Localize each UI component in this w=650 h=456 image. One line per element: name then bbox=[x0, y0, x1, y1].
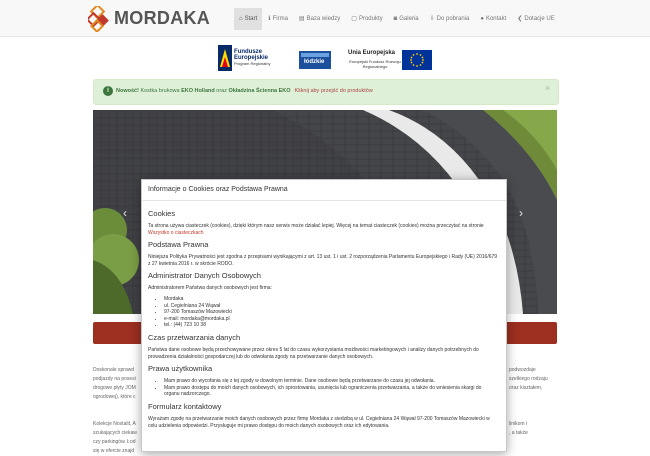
cookies-info-link[interactable]: Wszystko o ciasteczkach bbox=[148, 229, 204, 236]
bg-line: drogowe płyty JOM bbox=[93, 385, 136, 391]
user-rights-list bbox=[148, 378, 498, 398]
list-item: • 97-200 Tomaszów Mazowiecki bbox=[164, 309, 498, 316]
list-item: • Mam prawo do wycofania się z tej zgody w dowolnym terminie. Dane osobowe będą przetwarzane do czasu jej odwołania. bbox=[164, 378, 498, 385]
bg-line: oraz kiształem, bbox=[509, 385, 543, 391]
alert-prefix: Nowość! bbox=[116, 88, 139, 94]
nav-do-pobrania[interactable] bbox=[425, 8, 475, 30]
nav-label: Start bbox=[244, 16, 258, 22]
bg-line: linikom i bbox=[509, 421, 528, 427]
alert-products-link[interactable]: Kliknij aby przejść do produktów bbox=[294, 88, 373, 94]
heading-administrator: Administrator Danych Osobowych bbox=[148, 271, 261, 281]
bg-line: Doskonale sprawd bbox=[93, 367, 135, 373]
collections-text-left bbox=[93, 420, 137, 456]
download-icon: ⇩ bbox=[429, 16, 435, 22]
bg-line: podjazdy na posesi bbox=[93, 376, 136, 382]
fe-emblem-icon bbox=[218, 45, 232, 71]
logo-icon bbox=[88, 6, 112, 32]
heading-contact-form: Formularz kontaktowy bbox=[148, 401, 222, 411]
list-item: • e-mail: mordaka@mordaka.pl bbox=[164, 316, 498, 323]
heading-legal-basis: Podstawa Prawna bbox=[148, 240, 209, 250]
box-icon: ▢ bbox=[351, 16, 357, 22]
administrator-list bbox=[148, 296, 498, 329]
info-circle-icon: i bbox=[103, 86, 113, 96]
alert-product-1[interactable]: EKO Holland bbox=[181, 88, 215, 94]
chevron-left-icon: ❮ bbox=[517, 16, 523, 22]
nav-produkty[interactable] bbox=[346, 8, 387, 30]
home-icon: ⌂ bbox=[239, 16, 243, 22]
cookies-text: Ta strona używa ciasteczek (cookies), dzięki którym nasz serwis może działać lepiej. Więcej na temat ciasteczek (cookies) można przeczytać na stronie bbox=[148, 223, 484, 229]
book-icon: ▤ bbox=[298, 16, 305, 22]
bg-line: ogrodowej), które c bbox=[93, 394, 136, 400]
list-item: • tel.: (44) 723 10 38 bbox=[164, 322, 498, 329]
bg-line: czy parkingów. Łod bbox=[93, 439, 136, 445]
eu-flag-icon bbox=[402, 50, 432, 70]
nav-label: Baza wiedzy bbox=[306, 16, 341, 22]
funding-logos bbox=[0, 45, 650, 75]
nav-kontakt[interactable] bbox=[475, 8, 511, 30]
bg-line: szelkiego rodzaju bbox=[509, 376, 548, 382]
bg-line: podwozdaje bbox=[509, 367, 536, 373]
list-item: • ul. Cegielniana 24 Wąwał bbox=[164, 303, 498, 310]
alert-text-2: oraz bbox=[214, 88, 229, 94]
list-item: • Mam prawo dostępu do moich danych osobowych, ich sprostowania, usunięcia lub ograniczenia przetwarzania, a także do wniesienia skargi do organu nadzorczego. bbox=[164, 385, 498, 398]
brand-logo[interactable] bbox=[88, 6, 213, 32]
news-alert bbox=[93, 79, 559, 105]
modal-body[interactable] bbox=[148, 209, 498, 433]
bg-line: Kolekcje Nostalit, A bbox=[93, 421, 136, 427]
processing-time-paragraph: Państwa dane osobowe będą przechowywane przez okres 5 lat do czasu wykorzystania możliwości marketingowych i analizy danych potrzebnych do prowadzenia działalności gospodarczej lub do odwołania zgody na przetwarzanie danych osobowych. bbox=[148, 346, 479, 360]
collections-text-right bbox=[509, 420, 528, 438]
nav-label: Kontakt bbox=[485, 16, 507, 22]
navbar bbox=[0, 0, 650, 37]
alert-product-2[interactable]: Okładzina Ścienna EKO bbox=[228, 88, 291, 94]
nav-galeria[interactable] bbox=[389, 8, 424, 30]
ue-subtitle: Europejski Fundusz Rozwoju Regionalnego bbox=[349, 59, 401, 69]
nav-label: Firma bbox=[272, 16, 288, 22]
nav-start[interactable] bbox=[234, 8, 262, 30]
heading-cookies: Cookies bbox=[148, 209, 176, 218]
heading-user-rights: Prawa użytkownika bbox=[148, 364, 213, 374]
fundusze-europejskie-logo bbox=[218, 45, 278, 73]
legal-basis-paragraph: Niniejsza Polityka Prywatności jest zgodna z przepisami wynikającymi z art. 13 ust. 1 i ust. 2 rozporządzenia Parlamentu Europejskiego i Rady (UE) 2016/679 z 27 kwietnia 2016 r. w skrócie RODO. bbox=[148, 254, 498, 267]
administrator-paragraph: Administratorem Państwa danych osobowych jest firma: bbox=[148, 285, 272, 292]
alert-close-button[interactable]: × bbox=[545, 83, 551, 93]
brand-name: MORDAKA bbox=[114, 8, 211, 28]
modal-title: Informacje o Cookies oraz Podstawa Prawna bbox=[148, 186, 288, 193]
alert-text bbox=[116, 88, 373, 94]
intro-text-right bbox=[509, 366, 548, 393]
bg-line: szukających ciekaw bbox=[93, 430, 137, 436]
nav-label: Dotacje UE bbox=[524, 16, 555, 22]
main-nav bbox=[234, 8, 561, 30]
heading-processing-time: Czas przetwarzania danych bbox=[148, 332, 241, 342]
unia-europejska-logo bbox=[348, 50, 438, 74]
ue-title: Unia Europejska bbox=[348, 50, 396, 56]
fe-title: Fundusze Europejskie bbox=[234, 49, 269, 61]
nav-label: Produkty bbox=[358, 16, 383, 22]
lodzkie-logo bbox=[299, 51, 331, 69]
modal-header bbox=[142, 180, 506, 201]
chat-icon: ● bbox=[480, 16, 484, 22]
cookies-modal bbox=[141, 179, 507, 452]
contact-form-paragraph: Wyrażam zgodę na przetwarzanie moich danych osobowych przez firmę Mordaka z siedzibą w ul. Cegielniana 24 Wąwał 97-200 Tomaszów Mazowiecki w celu udzielenia odpowiedzi. Przysługuje mi prawo dostępu do moich danych osobowych oraz ich edytowania. bbox=[148, 415, 490, 429]
bg-line: , a także bbox=[509, 430, 528, 436]
alert-text-1: Kostka brukowa bbox=[138, 88, 182, 94]
intro-text-left bbox=[93, 366, 136, 402]
cookies-paragraph bbox=[148, 223, 498, 236]
nav-dotacje-ue[interactable] bbox=[512, 8, 559, 30]
info-icon: ℹ bbox=[268, 16, 271, 22]
nav-firma[interactable] bbox=[263, 8, 293, 30]
lodzkie-label: łódzkie bbox=[304, 59, 325, 65]
carousel-prev-button[interactable]: ‹ bbox=[123, 206, 127, 220]
nav-baza-wiedzy[interactable] bbox=[294, 8, 345, 30]
nav-label: Galeria bbox=[399, 16, 419, 22]
list-item: • Mordaka bbox=[164, 296, 498, 303]
camera-icon: ◙ bbox=[393, 16, 398, 22]
fe-subtitle: Program Regionalny bbox=[234, 61, 271, 66]
bg-line: się w ofercie znajd bbox=[93, 448, 135, 454]
carousel-next-button[interactable]: › bbox=[519, 206, 523, 220]
nav-label: Do pobrania bbox=[436, 16, 470, 22]
